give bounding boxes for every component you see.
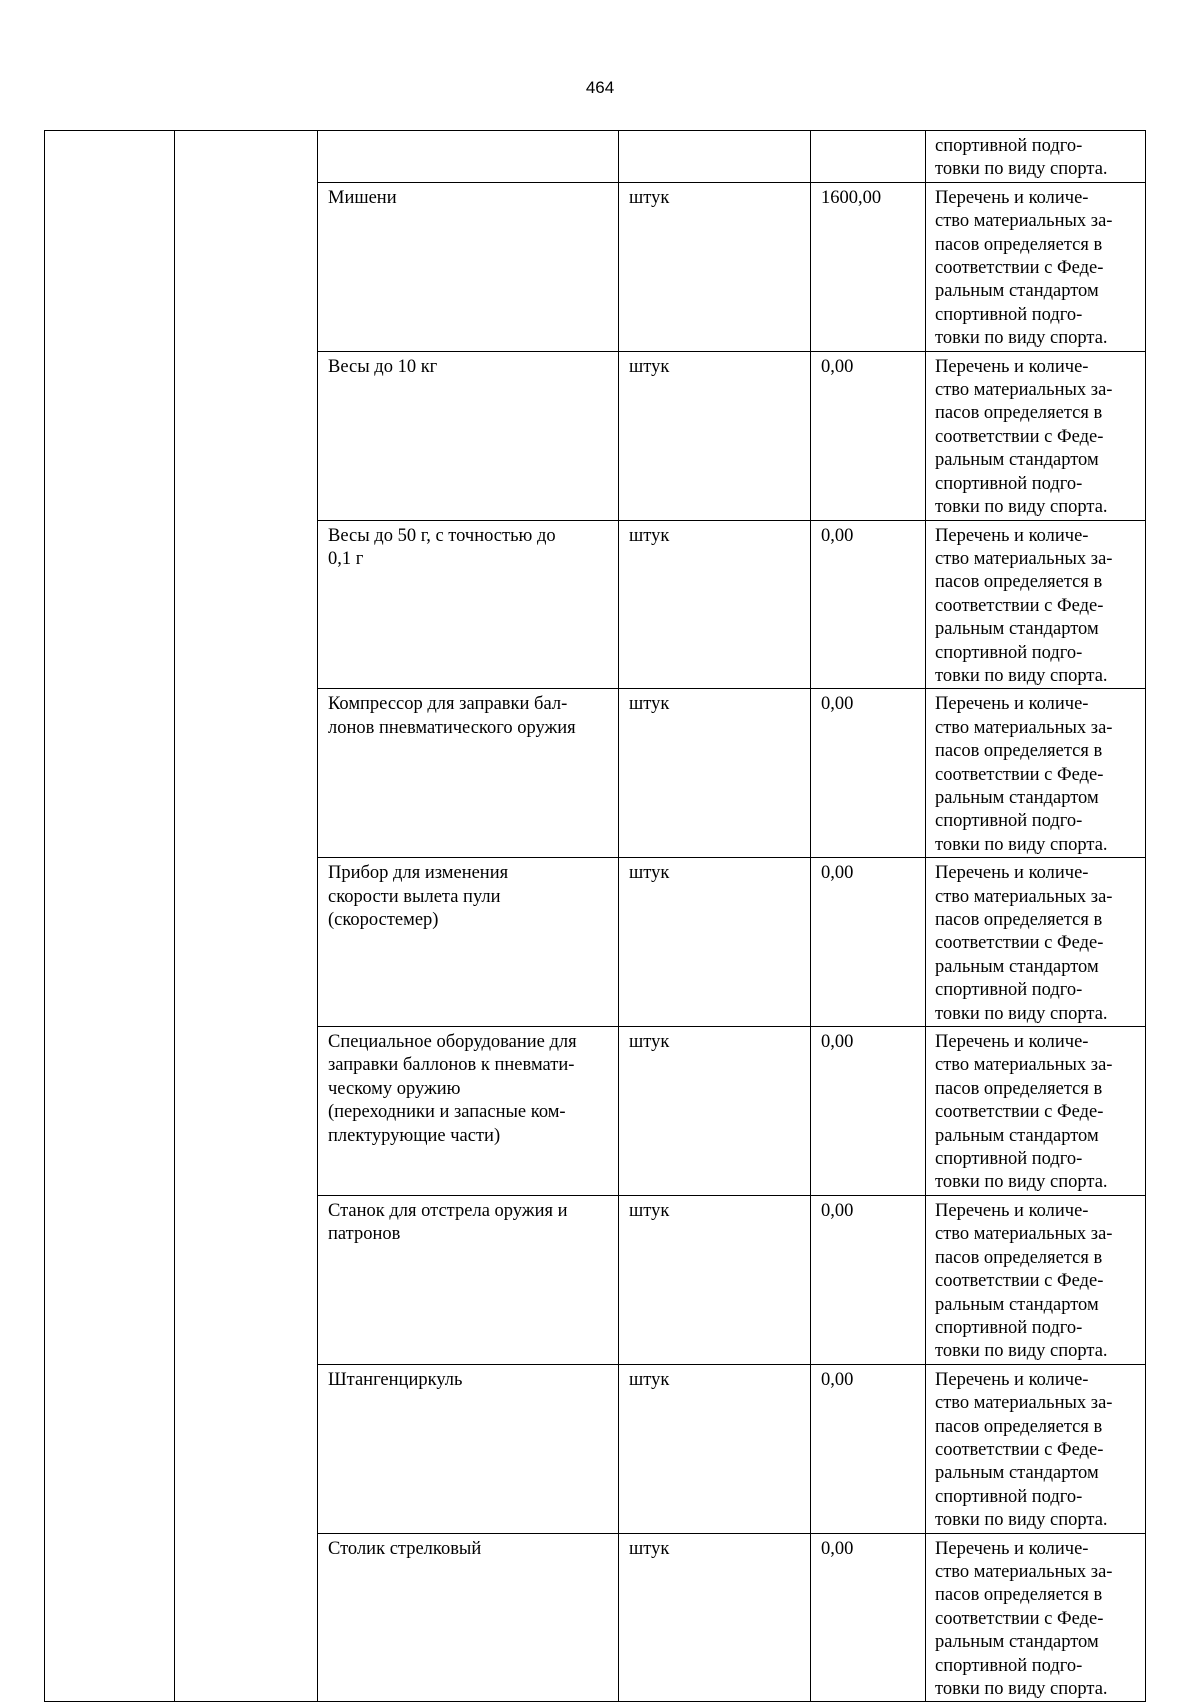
name-cell-text: Станок для отстрела оружия и патронов [328, 1200, 568, 1245]
note-cell-text: Перечень и количе- ство материальных за- пасов определяется в соответствии с Феде- ральным стандартом спортивной подго- товки по виду спорта. [935, 1369, 1113, 1531]
name-cell-text: Штангенциркуль [328, 1369, 463, 1390]
continued-note-text: спортивной подго- товки по виду спорта. [935, 136, 1108, 180]
unit-cell [619, 131, 811, 183]
unit-cell-text: штук [629, 525, 670, 546]
name-cell-text: Столик стрелковый [328, 1538, 482, 1559]
unit-cell-text: штук [629, 863, 670, 884]
unit-cell-text: штук [629, 356, 670, 377]
name-cell [318, 131, 619, 183]
value-cell-text: 0,00 [821, 694, 854, 715]
unit-cell [619, 182, 811, 351]
name-cell [318, 520, 619, 689]
name-cell [318, 182, 619, 351]
value-cell-text: 1600,00 [821, 187, 882, 208]
name-cell [318, 689, 619, 858]
value-cell [811, 182, 926, 351]
note-cell [926, 858, 1146, 1027]
value-cell [811, 1195, 926, 1364]
page-number: 464 [585, 78, 615, 97]
note-cell [926, 689, 1146, 858]
name-cell-text: Весы до 10 кг [328, 356, 438, 377]
value-cell [811, 351, 926, 520]
value-cell-text: 0,00 [821, 1032, 854, 1053]
value-cell [811, 1364, 926, 1533]
merged-column-2 [175, 131, 318, 1702]
name-cell [318, 1364, 619, 1533]
value-cell-text: 0,00 [821, 1369, 854, 1390]
name-cell-text: Прибор для изменения скорости вылета пули (скоростемер) [328, 863, 509, 930]
inventory-table [44, 130, 1146, 1702]
unit-cell-text: штук [629, 694, 670, 715]
value-cell [811, 1533, 926, 1702]
name-cell [318, 1195, 619, 1364]
unit-cell [619, 1027, 811, 1196]
name-cell [318, 351, 619, 520]
value-cell [811, 689, 926, 858]
note-cell [926, 131, 1146, 183]
value-cell-text: 0,00 [821, 356, 854, 377]
name-cell-text: Компрессор для заправки бал- лонов пневматического оружия [328, 694, 576, 738]
value-cell-text: 0,00 [821, 863, 854, 884]
note-cell-text: Перечень и количе- ство материальных за- пасов определяется в соответствии с Феде- ральным стандартом спортивной подго- товки по виду спорта. [935, 525, 1113, 686]
unit-cell [619, 520, 811, 689]
value-cell [811, 131, 926, 183]
unit-cell [619, 1533, 811, 1702]
name-cell [318, 1533, 619, 1702]
unit-cell-text: штук [629, 1538, 670, 1559]
unit-cell [619, 1195, 811, 1364]
unit-cell-text: штук [629, 187, 670, 208]
name-cell-text: Мишени [328, 187, 397, 208]
unit-cell-text: штук [629, 1369, 670, 1390]
note-cell [926, 1027, 1146, 1196]
note-cell-text: Перечень и количе- ство материальных за- пасов определяется в соответствии с Феде- ральным стандартом спортивной подго- товки по виду спорта. [935, 1032, 1113, 1193]
value-cell [811, 1027, 926, 1196]
note-cell [926, 182, 1146, 351]
value-cell-text: 0,00 [821, 525, 854, 546]
unit-cell-text: штук [629, 1032, 670, 1053]
note-cell [926, 1195, 1146, 1364]
unit-cell [619, 858, 811, 1027]
unit-cell [619, 1364, 811, 1533]
value-cell-text: 0,00 [821, 1538, 854, 1559]
note-cell [926, 1364, 1146, 1533]
note-cell-text: Перечень и количе- ство материальных за- пасов определяется в соответствии с Феде- ральным стандартом спортивной подго- товки по виду спорта. [935, 356, 1113, 518]
note-cell-text: Перечень и количе- ство материальных за- пасов определяется в соответствии с Феде- ральным стандартом спортивной подго- товки по виду спорта. [935, 1538, 1113, 1699]
note-cell-text: Перечень и количе- ство материальных за- пасов определяется в соответствии с Феде- ральным стандартом спортивной подго- товки по виду спорта. [935, 187, 1113, 349]
note-cell [926, 520, 1146, 689]
unit-cell [619, 351, 811, 520]
value-cell [811, 858, 926, 1027]
merged-column-1 [45, 131, 175, 1702]
name-cell [318, 858, 619, 1027]
table-body [45, 131, 1146, 1702]
unit-cell-text: штук [629, 1200, 670, 1221]
note-cell [926, 351, 1146, 520]
name-cell [318, 1027, 619, 1196]
name-cell-text: Весы до 50 г, с точностью до 0,1 г [328, 525, 556, 569]
name-cell-text: Специальное оборудование для заправки баллонов к пневмати- ческому оружию (переходники и запасные ком- плектурующие части) [328, 1032, 577, 1146]
note-cell-text: Перечень и количе- ство материальных за- пасов определяется в соответствии с Феде- ральным стандартом спортивной подго- товки по виду спорта. [935, 694, 1113, 855]
table-row-continued [45, 131, 1146, 183]
note-cell-text: Перечень и количе- ство материальных за- пасов определяется в соответствии с Феде- ральным стандартом спортивной подго- товки по виду спорта. [935, 1200, 1113, 1362]
note-cell [926, 1533, 1146, 1702]
value-cell-text: 0,00 [821, 1200, 854, 1221]
unit-cell [619, 689, 811, 858]
value-cell [811, 520, 926, 689]
note-cell-text: Перечень и количе- ство материальных за- пасов определяется в соответствии с Феде- ральным стандартом спортивной подго- товки по виду спорта. [935, 863, 1113, 1024]
